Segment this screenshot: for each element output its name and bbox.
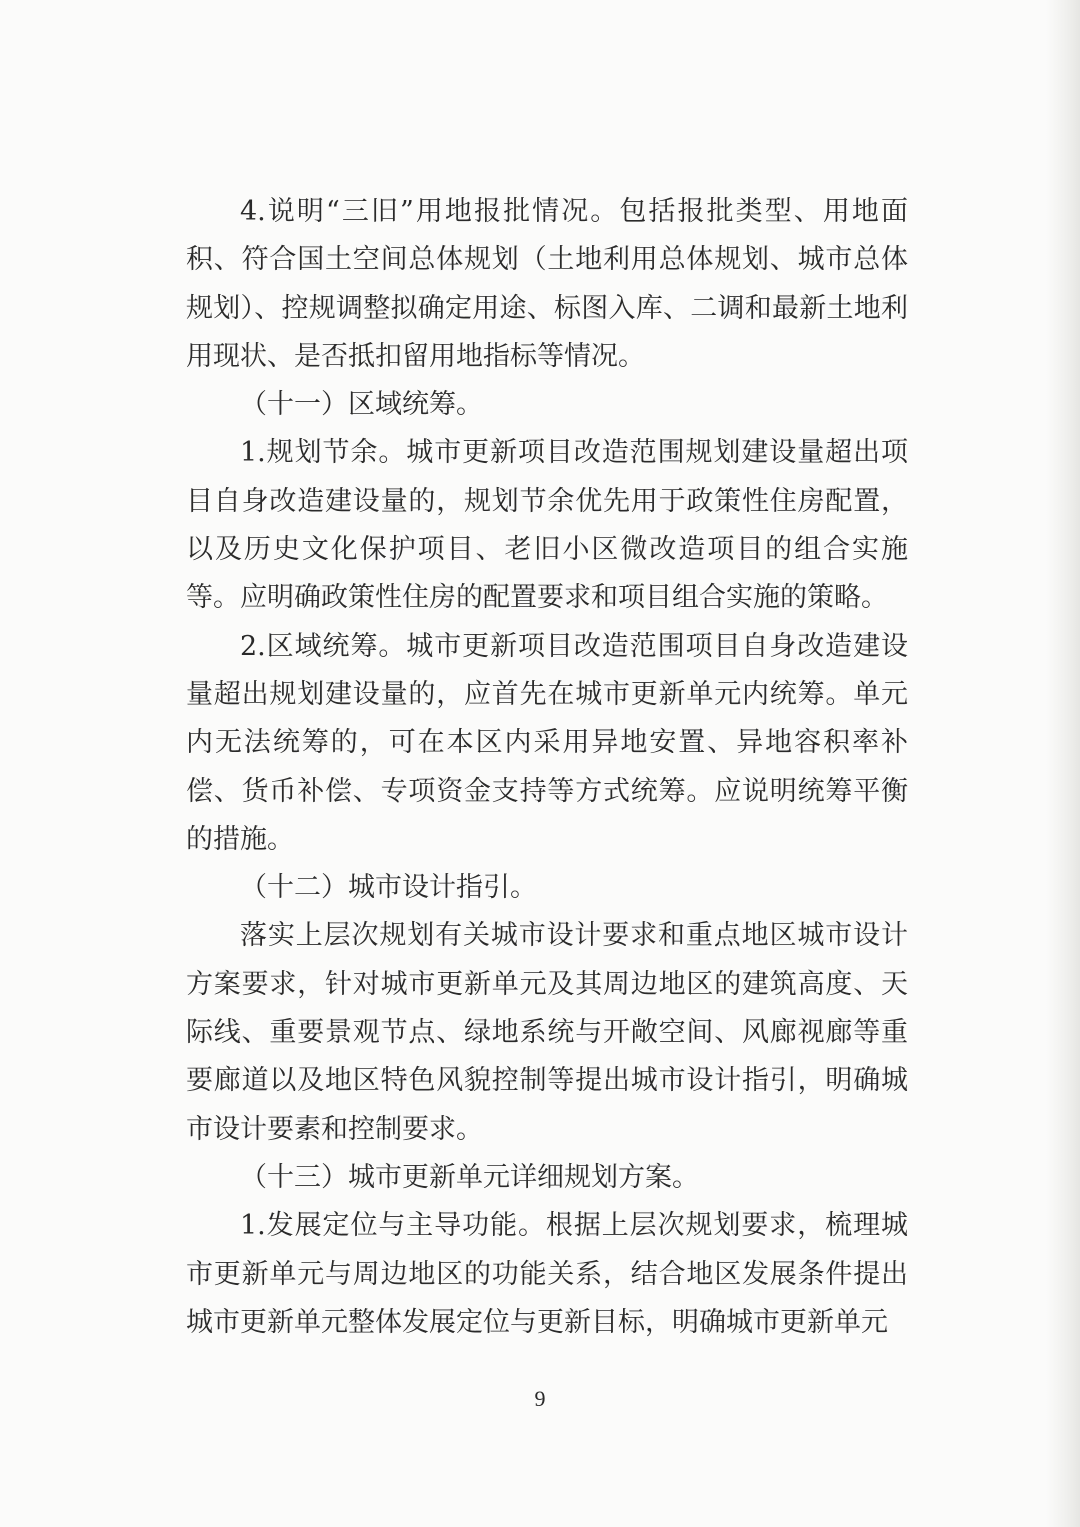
paragraph-development-positioning: 1.发展定位与主导功能。根据上层次规划要求，梳理城市更新单元与周边地区的功能关系，结合地区发展条件提出城市更新单元整体发展定位与更新目标，明确城市更新单元: [186, 1210, 908, 1338]
paragraph-planning-surplus: 1.规划节余。城市更新项目改造范围规划建设量超出项目自身改造建设量的，规划节余优先用于政策性住房配置，以及历史文化保护项目、老旧小区微改造项目的组合实施等。应明确政策性住房的配置要求和项目组合实施的策略。: [186, 437, 908, 614]
section-heading-12: （十二）城市设计指引。: [240, 872, 537, 904]
page-number: 9: [534, 1386, 546, 1411]
paragraph-land-approval: 4.说明“三旧”用地报批情况。包括报批类型、用地面积、符合国土空间总体规划（土地利用总体规划、城市总体规划）、控规调整拟确定用途、标图入库、二调和最新土地利用现状、是否抵扣留用地指标等情况。: [186, 196, 908, 372]
section-heading-11: （十一）区域统筹。: [240, 389, 483, 421]
section-heading-13: （十三）城市更新单元详细规划方案。: [240, 1161, 699, 1193]
page-edge-shadow: [1046, 0, 1080, 1527]
paragraph-urban-design: 落实上层次规划有关城市设计要求和重点地区城市设计方案要求，针对城市更新单元及其周边地区的建筑高度、天际线、重要景观节点、绿地系统与开敞空间、风廊视廊等重要廊道以及地区特色风貌控制等提出城市设计指引，明确城市设计要素和控制要求。: [186, 920, 908, 1145]
paragraph-regional-coordination: 2.区域统筹。城市更新项目改造范围项目自身改造建设量超出规划建设量的，应首先在城市更新单元内统筹。单元内无法统筹的，可在本区内采用异地安置、异地容积率补偿、货币补偿、专项资金支持等方式统筹。应说明统筹平衡的措施。: [186, 630, 908, 855]
document-body: [186, 188, 908, 1347]
